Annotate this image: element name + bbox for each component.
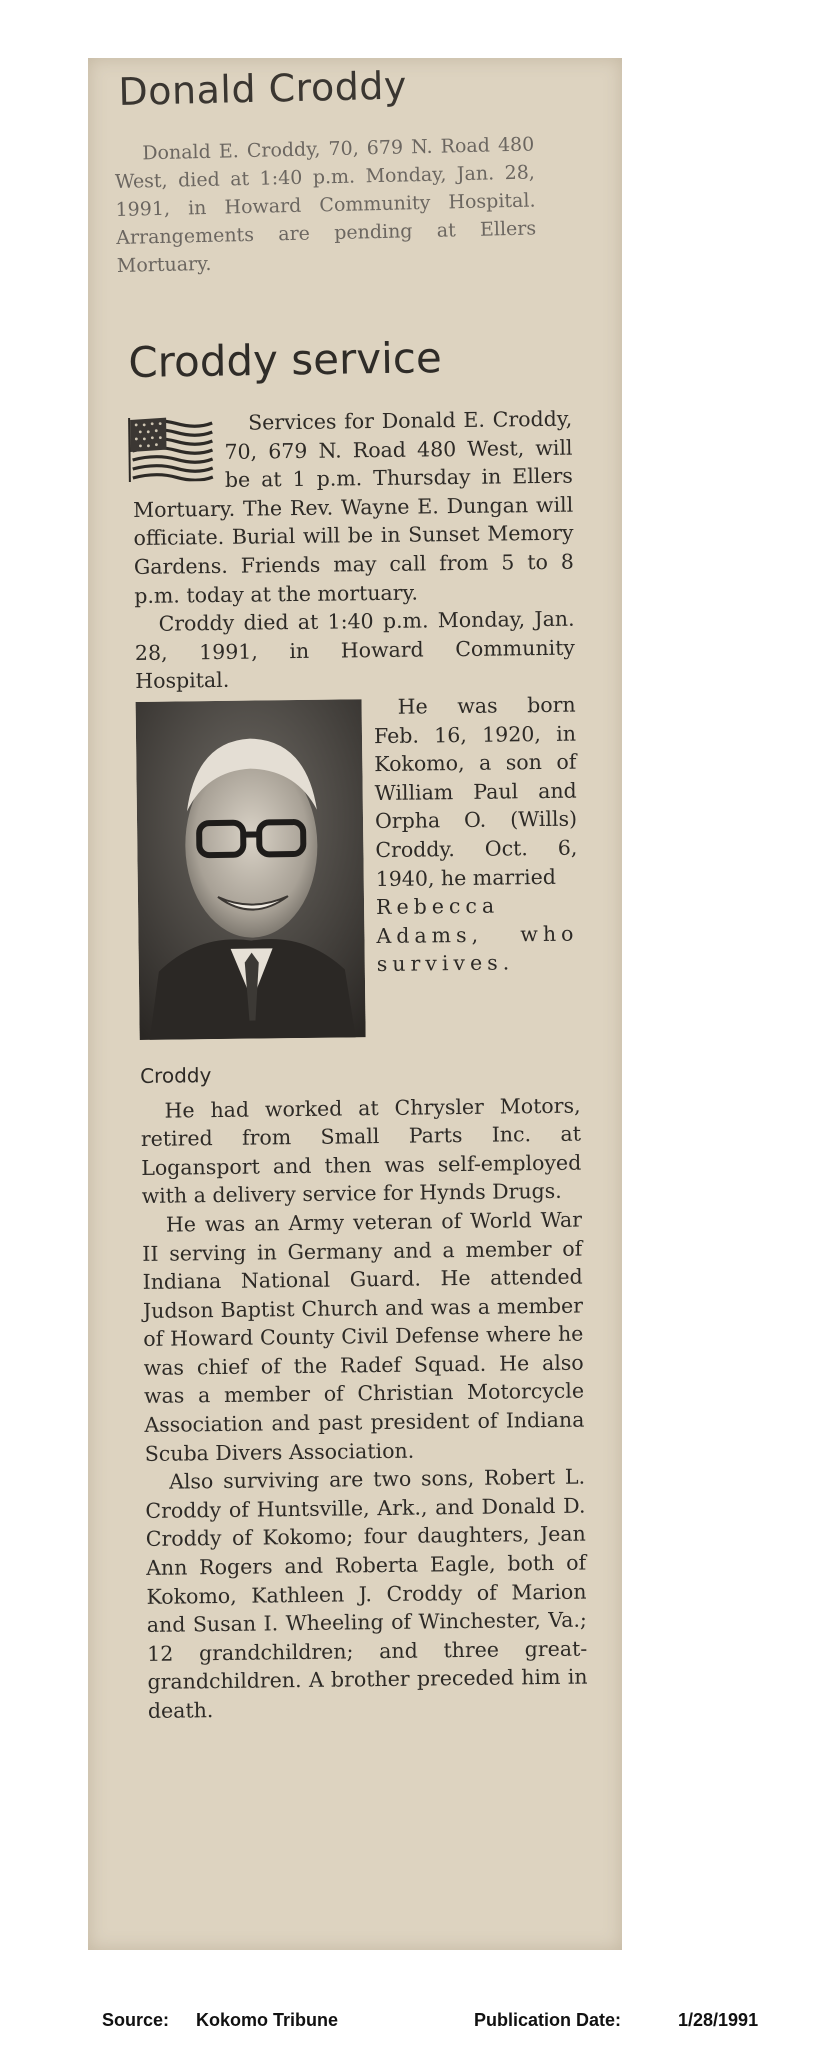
photo-caption: Croddy [139,1063,212,1088]
portrait-photo [136,699,366,1040]
service-paragraph-2: Croddy died at 1:40 p.m. Monday, Jan. 28, 1991, in Howard Community Hospital. [134,606,576,694]
service-notice-body [132,405,588,1726]
service-paragraph-1: Services for Donald E. Croddy, 70, 679 N. Road 480 West, will be at 1 p.m. Thursday in Ellers Mortuary. The Rev. Wayne E. Dungan will officiate. Burial will be in Sunset Memory Gardens. Friends may call from 5 to 8 p.m. today at the mortuary. [133,406,575,608]
source-value: Kokomo Tribune [196,2010,339,2030]
service-notice-title: Croddy service [128,333,443,387]
portrait-photo-block [136,699,367,1096]
source-label: Source: [102,2010,170,2030]
american-flag-icon [126,415,215,482]
first-notice-body [114,130,537,279]
newspaper-clipping [88,58,622,1950]
publication-date-value: 1/28/1991 [678,2010,759,2030]
service-paragraph-5: He was an Army veteran of World War II serving in Germany and a member of Indiana National Guard. He attended Judson Baptist Church and was a member of Howard County Civil Defense where he was chief of the Radef Squad. He also was a member of Christian Motorcycle Association and past president of Indiana Scuba Divers Association. [142,1207,585,1466]
service-paragraph-3b: Rebecca Adams, who survives. [375,893,579,977]
publication-date-label: Publication Date: [474,2010,622,2030]
service-paragraph-2-lead [134,605,575,696]
first-notice-title: Donald Croddy [118,63,408,114]
service-paragraph-4: He had worked at Chrysler Motors, retired from Small Parts Inc. at Logansport and then was self-employed with a delivery service for Hynds Drugs. [140,1093,582,1209]
service-paragraph-3a: He was born Feb. 16, 1920, in Kokomo, a son of William Paul and Orpha O. (Wills) Croddy. Oct. 6, 1940, he married [373,692,578,891]
first-notice-paragraph: Donald E. Croddy, 70, 679 N. Road 480 West, died at 1:40 p.m. Monday, Jan. 28, 1991, in Howard Community Hospital. Arrangements are pending at Ellers Mortuary. [114,133,537,277]
service-paragraph-6: Also surviving are two sons, Robert L. Croddy of Huntsville, Ark., and Donald D. Croddy of Kokomo; four daughters, Jean Ann Rogers and Roberta Eagle, both of Kokomo, Kathleen J. Croddy of Marion and Susan I. Wheeling of Winchester, Va.; 12 grandchildren; and three great-grandchildren. A brother preceded him in death. [145,1464,588,1723]
